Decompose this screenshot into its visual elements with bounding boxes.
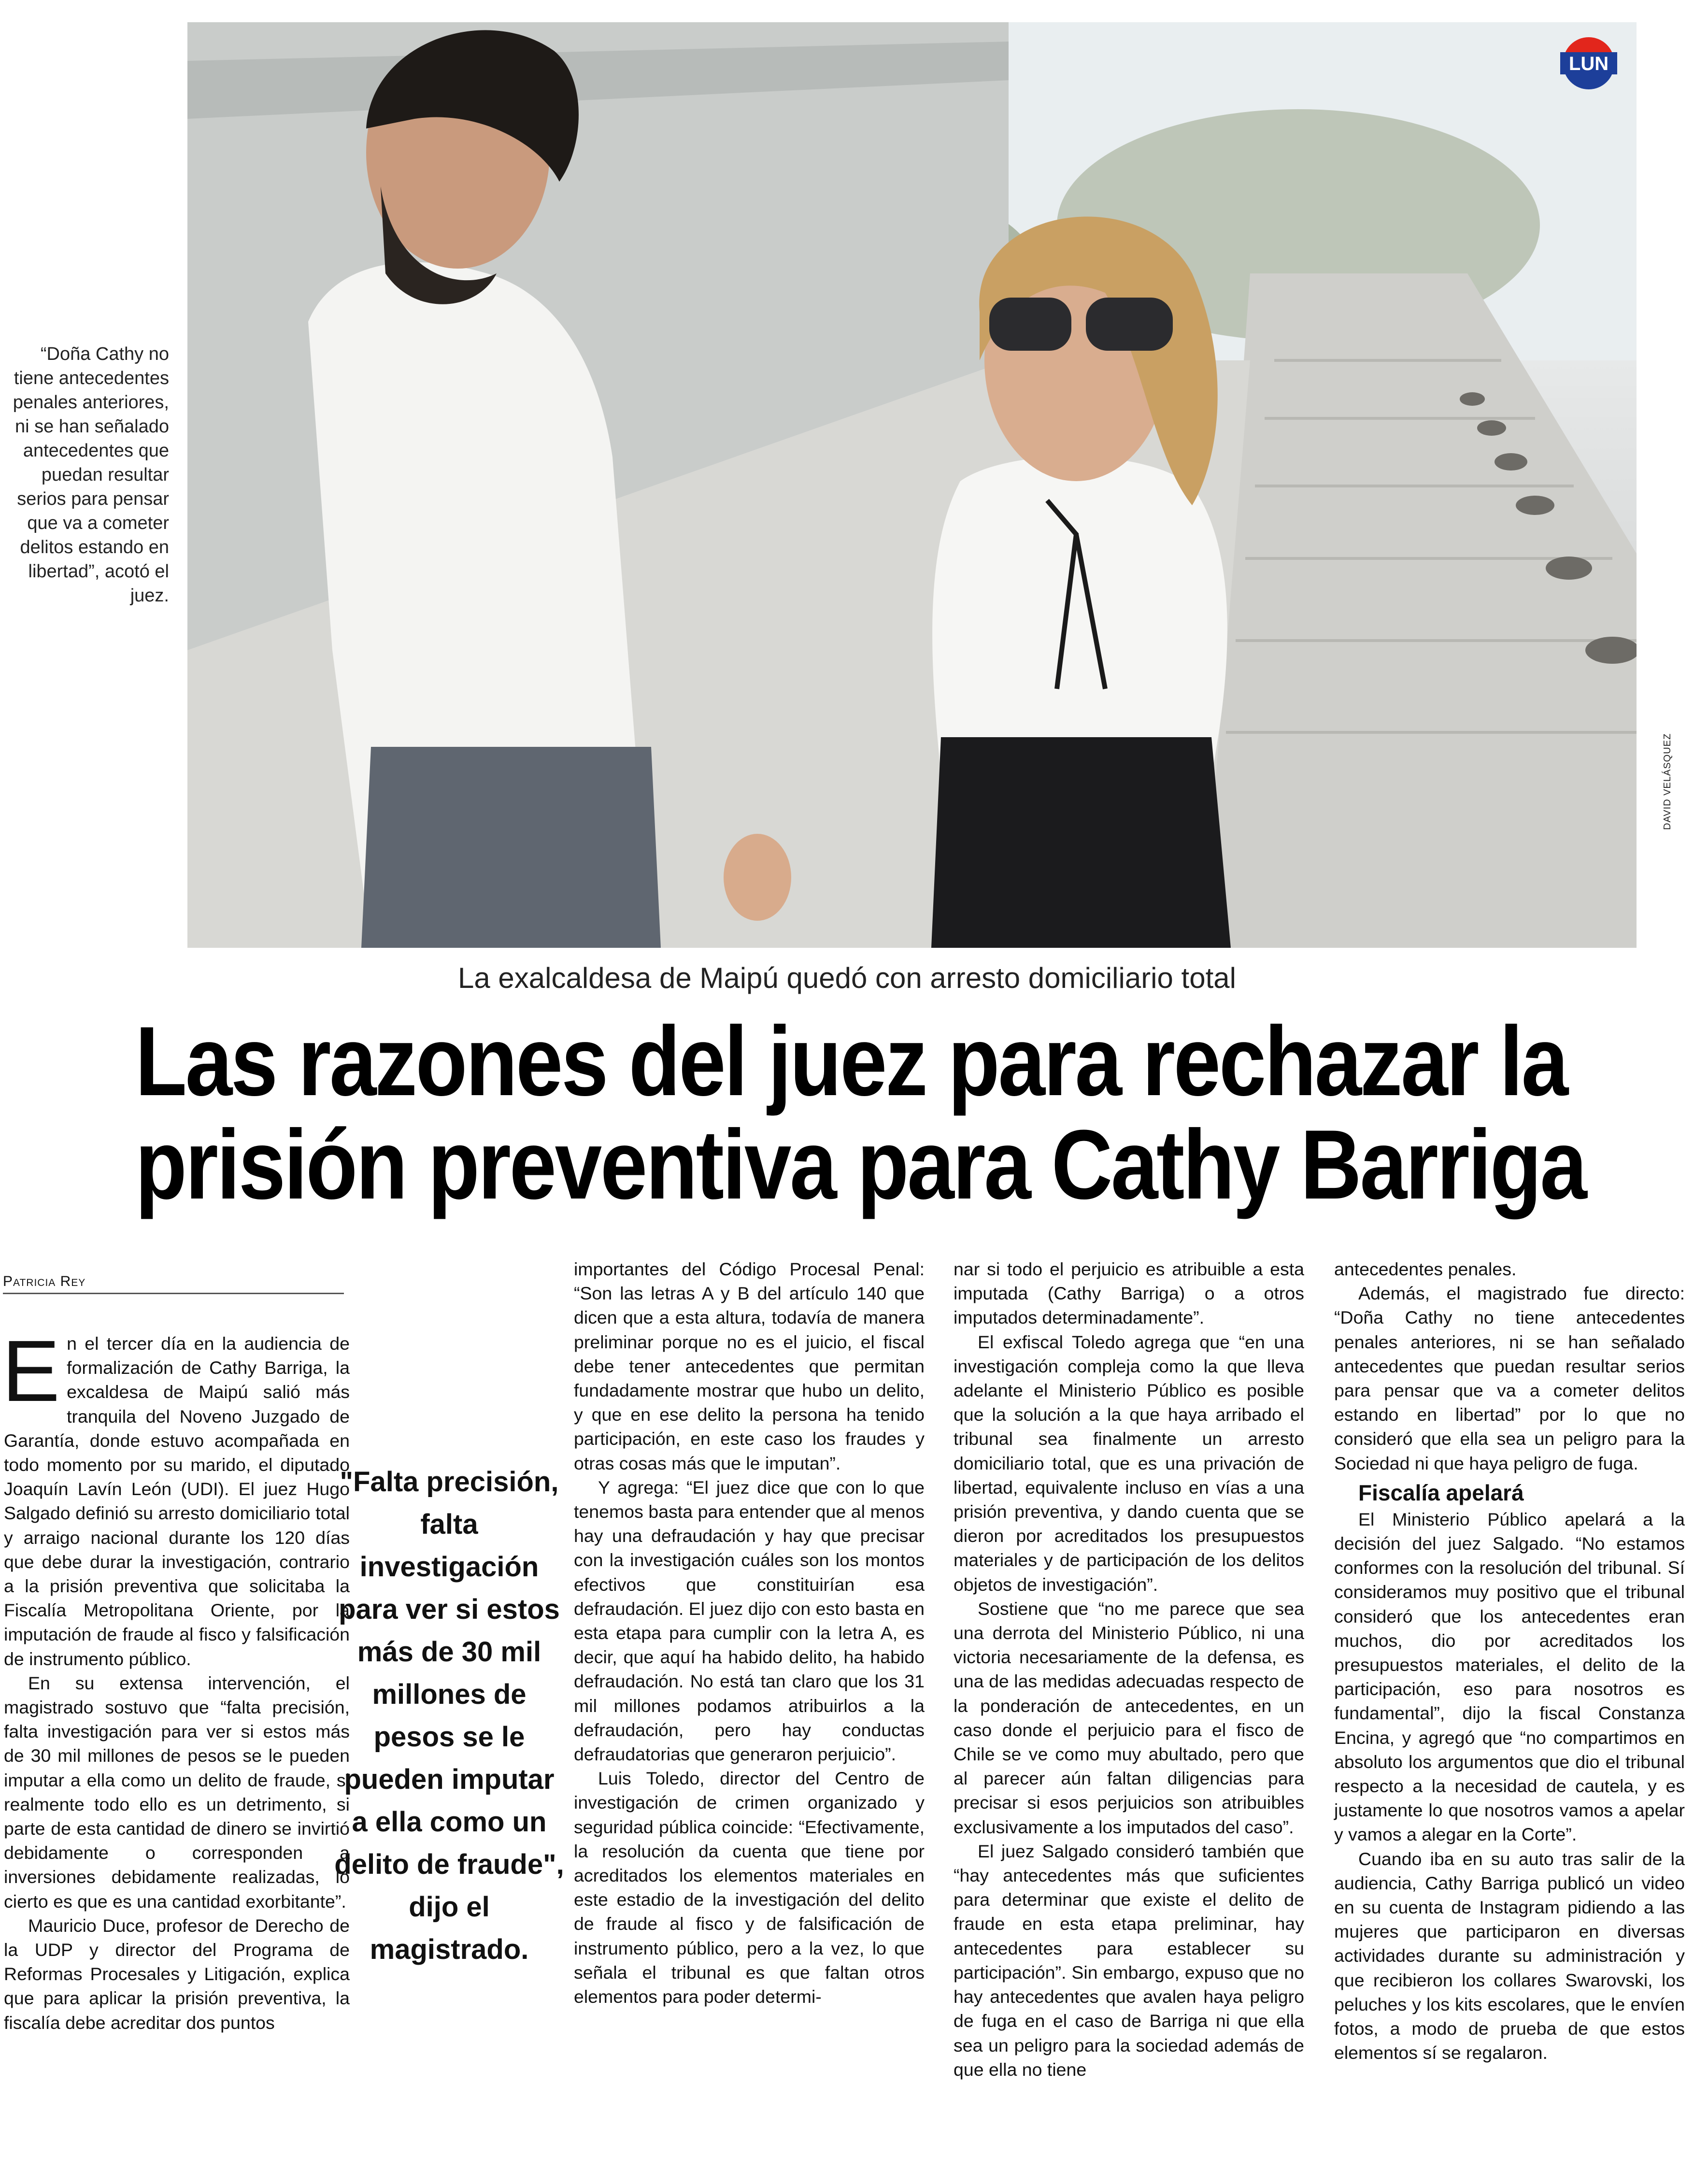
paragraph: El exfiscal Toledo agrega que “en una investigación compleja como la que lleva adelante el Ministerio Público es posible que la solución a la que haya arribado el tribunal sea finalmente un arresto domiciliario total, que es una privación de libertad, equivalente incluso en vías a una prisión preventiva, y dando cuenta que se dieron por acreditados los presupuestos materiales y de participación de los delitos objetos de investigación”.	[954, 1331, 1304, 1595]
paragraph: importantes del Código Procesal Penal: “Son las letras A y B del artículo 140 que dicen que a esta altura, todavía de manera preliminar porque no es el juicio, el fiscal debe tener antecedentes que permitan fundadamente mostrar que hubo un delito, y que en ese delito la persona ha tenido participación, en este caso los fraudes y otras cosas más que le imputan”.	[574, 1259, 925, 1473]
lun-logo-badge	[1558, 33, 1619, 94]
paragraph: El Ministerio Público apelará a la decisión del juez Salgado. “No estamos conformes con la resolución del tribunal. Sí consideramos muy positivo que el tribunal consideró que los antecedentes eran muchos, dio por acreditados los presupuestos materiales, el delito de la participación, eso para nosotros es fundamental”, dijo la fiscal Constanza Encina, y agregó que “no compartimos en absoluto los argumentos que dio el tribunal respecto a la necesidad de cautela, y es justamente lo que nosotros vamos a apelar y vamos a alegar en la Corte”.	[1334, 1509, 1685, 1845]
paragraph: En su extensa intervención, el magistrado sostuvo que “falta precisión, falta investigación para ver si estos más de 30 mil millones de pesos se le pueden imputar a ella como un delito de fraude, si realmente todo ello es un detrimento, si parte de esta cantidad de dinero se invirtió debidamente o corresponden a inversiones debidamente realizadas, lo cierto es que es una cantidad exorbitante”.	[4, 1672, 350, 1912]
side-quote: “Doña Cathy no tiene antecedentes penales anteriores, ni se han señalado antecedentes que puedan resultar serios para pensar que va a cometer delitos estando en libertad”, acotó el juez.	[13, 344, 169, 606]
paragraph: Mauricio Duce, profesor de Derecho de la UDP y director del Programa de Reformas Procesales y Litigación, explica que para aplicar la prisión preventiva, la fiscalía debe acreditar dos puntos	[4, 1915, 350, 2033]
article-column-2	[574, 1257, 925, 2009]
news-photo	[187, 22, 1637, 948]
photo-illustration	[187, 22, 1637, 948]
lun-logo-text: LUN	[1568, 53, 1609, 74]
article-column-3	[954, 1257, 1304, 2082]
subheading: Fiscalía apelará	[1358, 1480, 1524, 1505]
headline-line-1: Las razones del juez para rechazar la	[135, 1006, 1567, 1116]
paragraph: En el tercer día en la audiencia de formalización de Cathy Barriga, la excaldesa de Maipú salió más tranquila del Noveno Juzgado de Garantía, donde estuvo acompañada en todo momento por su marido, el diputado Joaquín Lavín León (UDI). El juez Hugo Salgado definió su arresto domiciliario total y arraigo nacional durante los 120 días que debe durar la investigación, contrario a la prisión preventiva que solicitaba la Fiscalía Metropolitana Oriente, por la imputación de fraude al fisco y falsificación de instrumento público.	[2, 1323, 350, 1669]
drop-cap: E	[2, 1323, 60, 1420]
paragraph: Además, el magistrado fue directo: “Doña Cathy no tiene antecedentes penales anteriores, ni se han señalado antecedentes que puedan resultar serios para pensar que va a cometer delitos estando en libertad” por lo que no consideró que ella sea un peligro para la Sociedad ni que haya peligro de fuga.	[1334, 1283, 1685, 1473]
headline-line-2: prisión preventiva para Cathy Barriga	[135, 1110, 1586, 1220]
paragraph: nar si todo el perjuicio es atribuible a esta imputada (Cathy Barriga) o a otros imputados determinadamente”.	[954, 1259, 1304, 1328]
paragraph: El juez Salgado consideró también que “hay antecedentes más que suficientes para determinar que existe el delito de fraude en esta etapa preliminar, hay antecedentes para establecer su participación”. Sin embargo, expuso que no hay antecedentes que avalen haya peligro de fuga en el caso de Barriga ni que ella sea un peligro para la sociedad además de que ella no tiene	[954, 1841, 1304, 2080]
paragraph: Y agrega: “El juez dice que con lo que tenemos basta para entender que al menos hay una defraudación y hay que precisar con la investigación cuáles son los montos efectivos que constituirían esa defraudación. El juez dijo con esto basta en esta etapa para cumplir con la letra A, es decir, que aquí ha habido delito, ha habido defraudación. No está tan claro que los 31 mil millones podamos atribuirlos a la defraudación, pero hay conductas defraudatorias que generaron perjuicio”.	[574, 1477, 925, 1765]
pull-quote: "Falta precisión, falta investigación para ver si estos más de 30 mil millones de pesos se le pueden imputar a ella como un delito de fraude", dijo el magistrado.	[334, 1466, 564, 1965]
paragraph: Luis Toledo, director del Centro de investigación de crimen organizado y seguridad pública coincide: “Efectivamente, la resolución da cuenta que tiene por acreditados los elementos materiales en este estadio de la investigación del delito de fraude al fisco y de falsificación de instrumento público, pero a la vez, lo que señala el tribunal es que faltan otros elementos para poder determi-	[574, 1768, 925, 2007]
photo-credit: DAVID VELÁSQUEZ	[1662, 733, 1673, 830]
article-column-4	[1334, 1257, 1685, 2065]
headline	[19, 1006, 1675, 1220]
paragraph: Sostiene que “no me parece que sea una derrota del Ministerio Público, ni una victoria necesariamente de la defensa, es una de las medidas adecuadas respecto de la ponderación de antecedentes, en un caso donde el perjuicio para el fisco de Chile se ve como muy abultado, pero que al parecer aún faltan diligencias para precisar si esos perjuicios son atribuibles exclusivamente a los imputados del caso”.	[954, 1598, 1304, 1837]
byline: Patricia Rey	[3, 1273, 344, 1294]
article-column-1	[2, 1323, 350, 2035]
paragraph: antecedentes penales.	[1334, 1259, 1517, 1279]
kicker: La exalcaldesa de Maipú quedó con arresto domiciliario total	[458, 962, 1236, 994]
paragraph: Cuando iba en su auto tras salir de la audiencia, Cathy Barriga publicó un video en su cuenta de Instagram pidiendo a las mujeres que participaron en diversas actividades durante su administración y que recibieron los collares Swarovski, los peluches y los kits escolares, que le envíen fotos, a modo de prueba de que estos elementos sí se regalaron.	[1334, 1848, 1685, 2063]
